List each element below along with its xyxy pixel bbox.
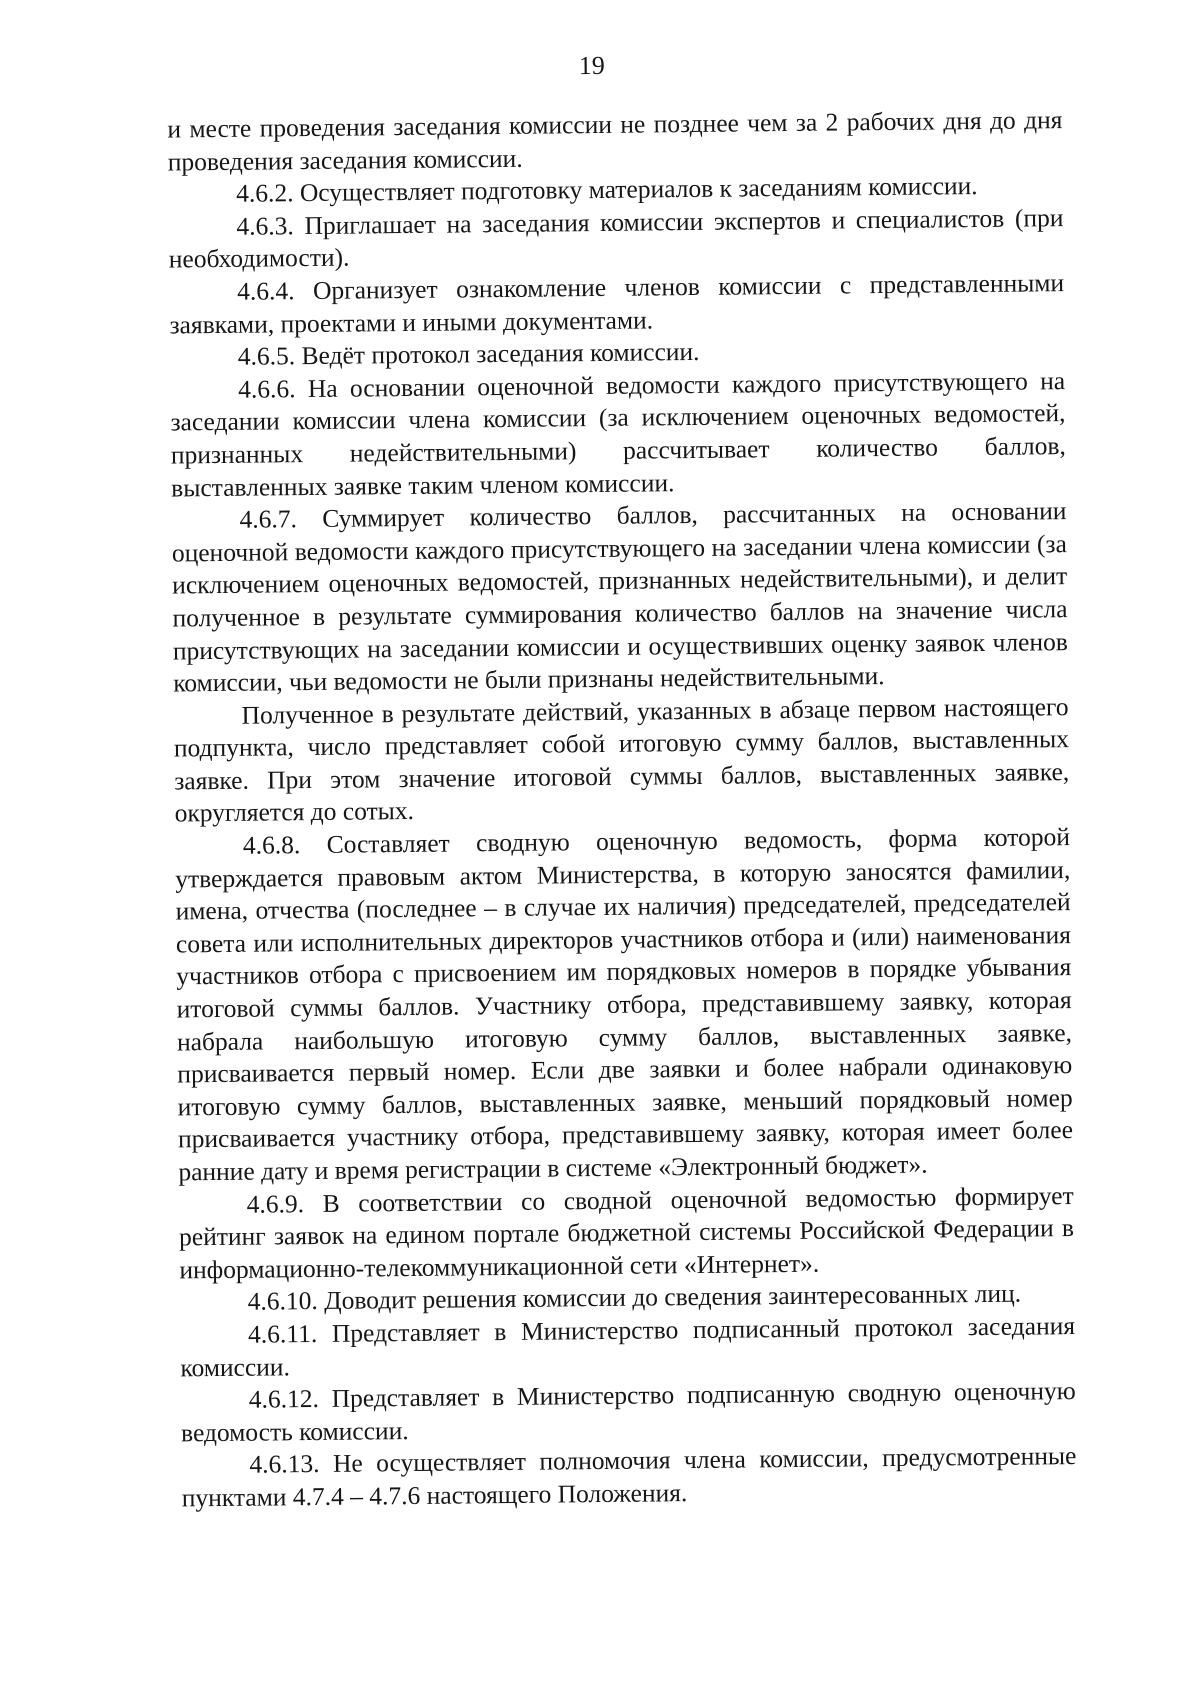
paragraph: 4.6.11. Представляет в Министерство подписанный протокол заседания комиссии.	[180, 1311, 1076, 1382]
paragraph: 4.6.3. Приглашает на заседания комиссии экспертов и специалистов (при необходимости).	[168, 202, 1064, 274]
paragraph: 4.6.8. Составляет сводную оценочную ведомость, форма которой утверждается правовым актом Министерства, в которую заносятся фамилии, имена, отчества (последнее – в случае их наличия) председателей, председателей совета или исполнительных директоров участников отбора и (или) наименования участников отбора с присвоением им порядковых номеров в порядке убывания итоговой суммы баллов. Участнику отбора, представившему заявку, которая набрала наибольшую итоговую сумму баллов, выставленных заявке, присваивается первый номер. Если две заявки и более набрали одинаковую итоговую сумму баллов, выставленных заявке, меньший порядковый номер присваивается участнику отбора, представившему заявку, которая имеет более ранние дату и время регистрации в системе «Электронный бюджет».	[175, 822, 1074, 1187]
paragraph: 4.6.7. Суммирует количество баллов, рассчитанных на основании оценочной ведомости каждого присутствующего на заседании члена комиссии (за исключением оценочных ведомостей, признанных недействительными), и делит полученное в результате суммирования количество баллов на значение числа присутствующих на заседании комиссии и осуществивших оценку заявок членов комиссии, чьи ведомости не были признаны недействительными.	[171, 496, 1069, 698]
paragraph: 4.6.9. В соответствии со сводной оценочной ведомостью формирует рейтинг заявок на едином портале бюджетной системы Российской Федерации в информационно-телекоммуникационной сети «Интернет».	[178, 1180, 1075, 1285]
paragraph: 4.6.12. Представляет в Министерство подписанную сводную оценочную ведомость комиссии.	[180, 1376, 1076, 1448]
paragraph: Полученное в результате действий, указанных в абзаце первом настоящего подпункта, число представляет собой итоговую сумму баллов, выставленных заявке. При этом значение итоговой суммы баллов, выставленных заявке, округляется до сотых.	[173, 691, 1070, 828]
paragraph: 4.6.10. Доводит решения комиссии до сведения заинтересованных лиц.	[247, 1278, 1022, 1317]
paragraph: 4.6.6. На основании оценочной ведомости каждого присутствующего на заседании комиссии члена комиссии (за исключением оценочных ведомостей, признанных недействительными) рассчитывает количество баллов, выставленных заявке таким членом комиссии.	[170, 365, 1066, 503]
paragraph: и месте проведения заседания комиссии не позднее чем за 2 рабочих дня до дня проведения заседания комиссии.	[167, 105, 1063, 177]
paragraph: 4.6.2. Осуществляет подготовку материалов к заседаниям комиссии.	[235, 171, 978, 208]
paragraph: 4.6.5. Ведёт протокол заседания комиссии.	[237, 337, 700, 371]
paragraph: 4.6.4. Организует ознакомление членов комиссии с представленными заявками, проектами и иными документами.	[169, 268, 1065, 340]
document-body	[167, 104, 1077, 1515]
paragraph: 4.6.13. Не осуществляет полномочия члена комиссии, предусмотренные пунктами 4.7.4 – 4.7.6 настоящего Положения.	[181, 1441, 1077, 1513]
page-number: 19	[578, 50, 605, 81]
